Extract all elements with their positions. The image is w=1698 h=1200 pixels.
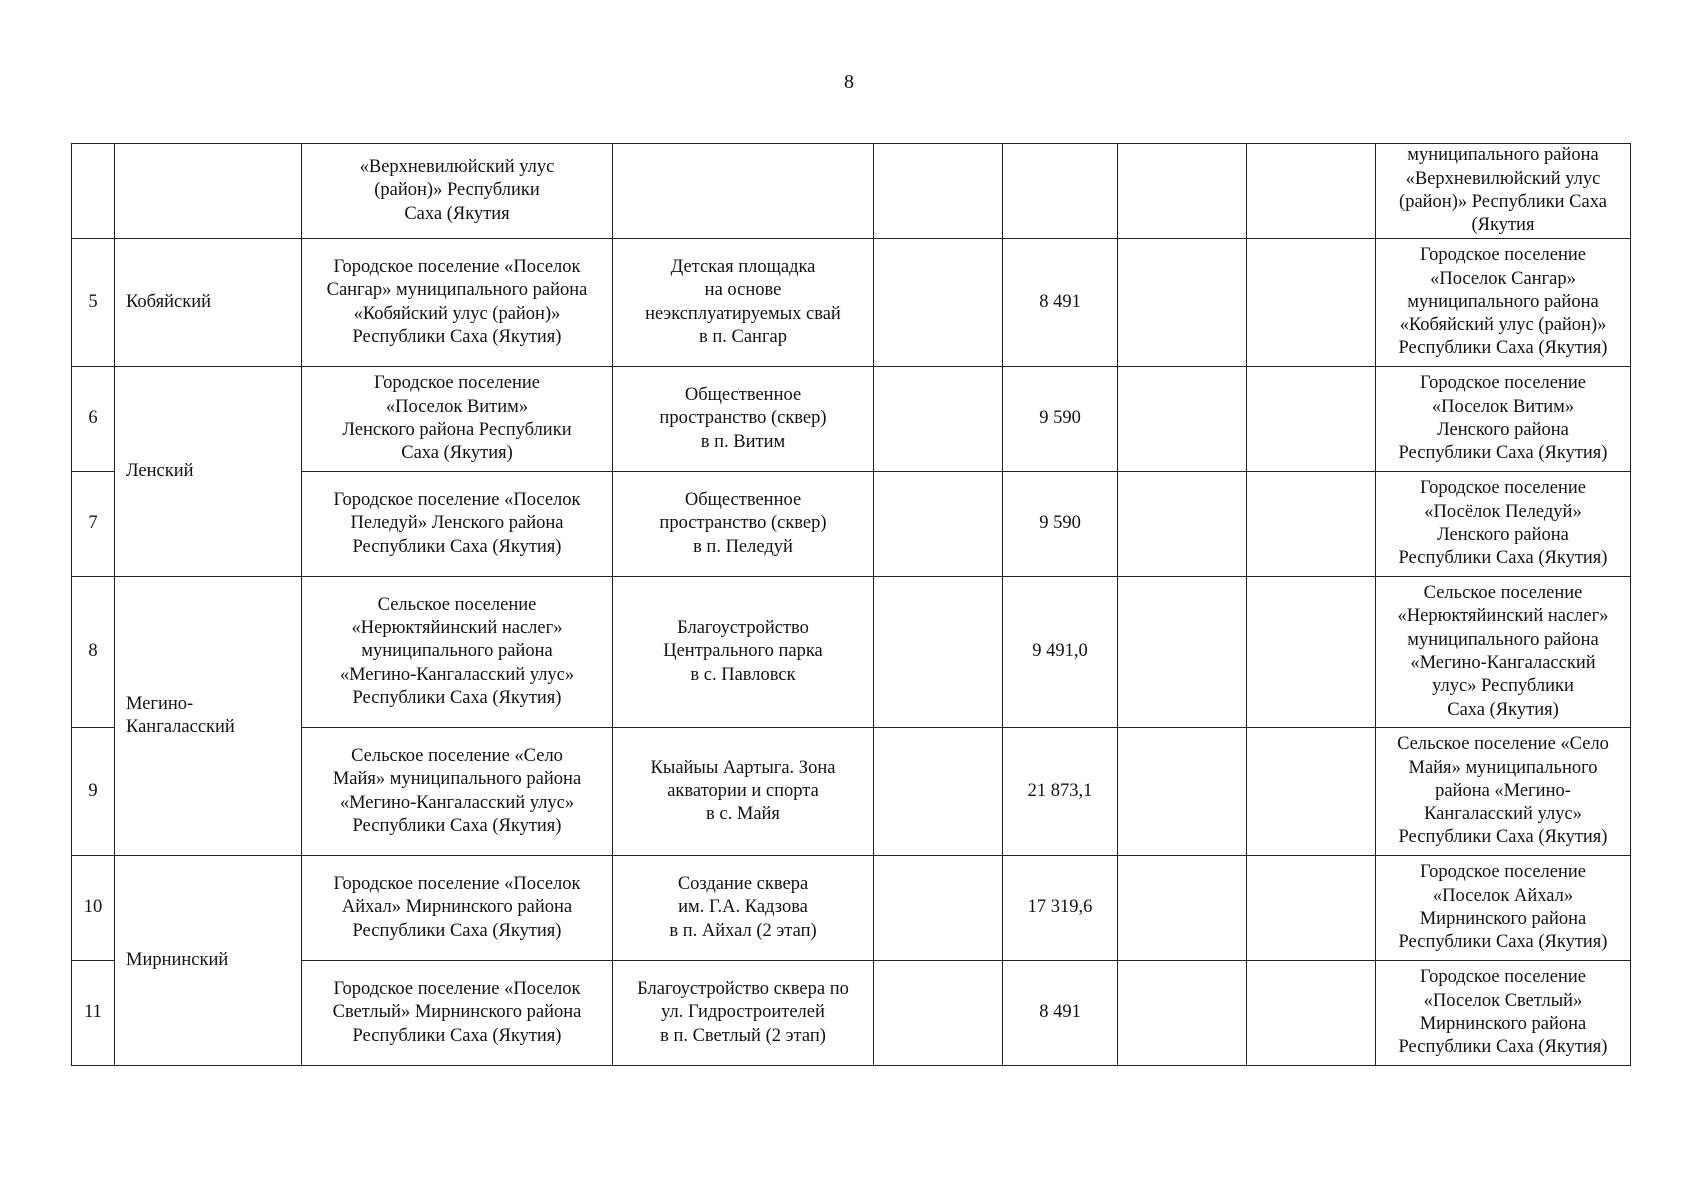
cell-number: 10 xyxy=(72,856,115,961)
cell-operator: Городское поселение «Посёлок Пеледуй» Ленского района Республики Саха (Якутия) xyxy=(1376,472,1631,577)
table-row xyxy=(72,856,1631,961)
cell-amount: 9 590 xyxy=(1003,472,1118,577)
cell-empty xyxy=(1118,577,1247,728)
cell-object: Кыайыы Аартыга. Зона акватории и спорта в с. Майя xyxy=(613,728,874,856)
cell-empty xyxy=(874,367,1003,472)
cell-operator: Городское поселение «Поселок Сангар» муниципального района «Кобяйский улус (район)» Республики Саха (Якутия) xyxy=(1376,239,1631,367)
table-row xyxy=(72,239,1631,367)
cell-number: 9 xyxy=(72,728,115,856)
cell-number xyxy=(72,144,115,239)
cell-empty xyxy=(1247,961,1376,1066)
cell-amount: 8 491 xyxy=(1003,239,1118,367)
cell-empty xyxy=(1118,239,1247,367)
table-row xyxy=(72,472,1631,577)
cell-empty xyxy=(1247,239,1376,367)
cell-object xyxy=(613,144,874,239)
table-row xyxy=(72,728,1631,856)
cell-amount xyxy=(1003,144,1118,239)
cell-empty xyxy=(874,577,1003,728)
cell-operator: Городское поселение «Поселок Айхал» Мирнинского района Республики Саха (Якутия) xyxy=(1376,856,1631,961)
cell-operator: Сельское поселение «Нерюктяйинский наслег» муниципального района «Мегино-Кангаласский улус» Республики Саха (Якутия) xyxy=(1376,577,1631,728)
cell-number: 11 xyxy=(72,961,115,1066)
cell-district: Мегино- Кангаласский xyxy=(115,577,302,856)
cell-district xyxy=(115,144,302,239)
page-number: 8 xyxy=(844,71,854,93)
cell-amount: 17 319,6 xyxy=(1003,856,1118,961)
cell-empty xyxy=(1247,728,1376,856)
table-row xyxy=(72,577,1631,728)
cell-number: 7 xyxy=(72,472,115,577)
cell-amount: 9 491,0 xyxy=(1003,577,1118,728)
cell-object: Благоустройство сквера по ул. Гидростроителей в п. Светлый (2 этап) xyxy=(613,961,874,1066)
cell-amount: 21 873,1 xyxy=(1003,728,1118,856)
cell-settlement: Городское поселение «Поселок Сангар» муниципального района «Кобяйский улус (район)» Республики Саха (Якутия) xyxy=(302,239,613,367)
cell-empty xyxy=(1247,144,1376,239)
table-row xyxy=(72,367,1631,472)
cell-number: 5 xyxy=(72,239,115,367)
table-row-continued xyxy=(72,144,1631,239)
cell-empty xyxy=(1247,577,1376,728)
cell-object: Создание сквера им. Г.А. Кадзова в п. Айхал (2 этап) xyxy=(613,856,874,961)
cell-settlement: «Верхневилюйский улус (район)» Республики Саха (Якутия xyxy=(302,144,613,239)
cell-operator: Городское поселение «Поселок Витим» Ленского района Республики Саха (Якутия) xyxy=(1376,367,1631,472)
document-table xyxy=(71,143,1631,1066)
cell-empty xyxy=(1118,144,1247,239)
cell-settlement: Сельское поселение «Село Майя» муниципального района «Мегино-Кангаласский улус» Республики Саха (Якутия) xyxy=(302,728,613,856)
cell-amount: 8 491 xyxy=(1003,961,1118,1066)
cell-settlement: Городское поселение «Поселок Пеледуй» Ленского района Республики Саха (Якутия) xyxy=(302,472,613,577)
cell-district: Кобяйский xyxy=(115,239,302,367)
cell-settlement: Городское поселение «Поселок Витим» Ленского района Республики Саха (Якутия) xyxy=(302,367,613,472)
cell-empty xyxy=(1118,961,1247,1066)
cell-object: Детская площадка на основе неэксплуатируемых свай в п. Сангар xyxy=(613,239,874,367)
cell-district: Ленский xyxy=(115,367,302,577)
cell-operator: Сельское поселение «Село Майя» муниципального района «Мегино- Кангаласский улус» Республики Саха (Якутия) xyxy=(1376,728,1631,856)
cell-empty xyxy=(874,472,1003,577)
cell-empty xyxy=(1247,367,1376,472)
cell-object: Общественное пространство (сквер) в п. Витим xyxy=(613,367,874,472)
cell-empty xyxy=(1118,856,1247,961)
cell-district: Мирнинский xyxy=(115,856,302,1066)
cell-empty xyxy=(874,856,1003,961)
table-row xyxy=(72,961,1631,1066)
cell-operator: Городское поселение «Поселок Светлый» Мирнинского района Республики Саха (Якутия) xyxy=(1376,961,1631,1066)
cell-settlement: Сельское поселение «Нерюктяйинский наслег» муниципального района «Мегино-Кангаласский улус» Республики Саха (Якутия) xyxy=(302,577,613,728)
cell-empty xyxy=(1118,367,1247,472)
cell-empty xyxy=(874,239,1003,367)
cell-settlement: Городское поселение «Поселок Айхал» Мирнинского района Республики Саха (Якутия) xyxy=(302,856,613,961)
cell-empty xyxy=(1247,472,1376,577)
cell-empty xyxy=(874,144,1003,239)
cell-object: Общественное пространство (сквер) в п. Пеледуй xyxy=(613,472,874,577)
cell-empty xyxy=(1118,472,1247,577)
cell-operator: муниципального района «Верхневилюйский улус (район)» Республики Саха (Якутия xyxy=(1376,144,1631,239)
cell-empty xyxy=(874,961,1003,1066)
cell-object: Благоустройство Центрального парка в с. Павловск xyxy=(613,577,874,728)
cell-empty xyxy=(874,728,1003,856)
cell-empty xyxy=(1247,856,1376,961)
cell-number: 8 xyxy=(72,577,115,728)
cell-amount: 9 590 xyxy=(1003,367,1118,472)
cell-empty xyxy=(1118,728,1247,856)
cell-settlement: Городское поселение «Поселок Светлый» Мирнинского района Республики Саха (Якутия) xyxy=(302,961,613,1066)
cell-number: 6 xyxy=(72,367,115,472)
